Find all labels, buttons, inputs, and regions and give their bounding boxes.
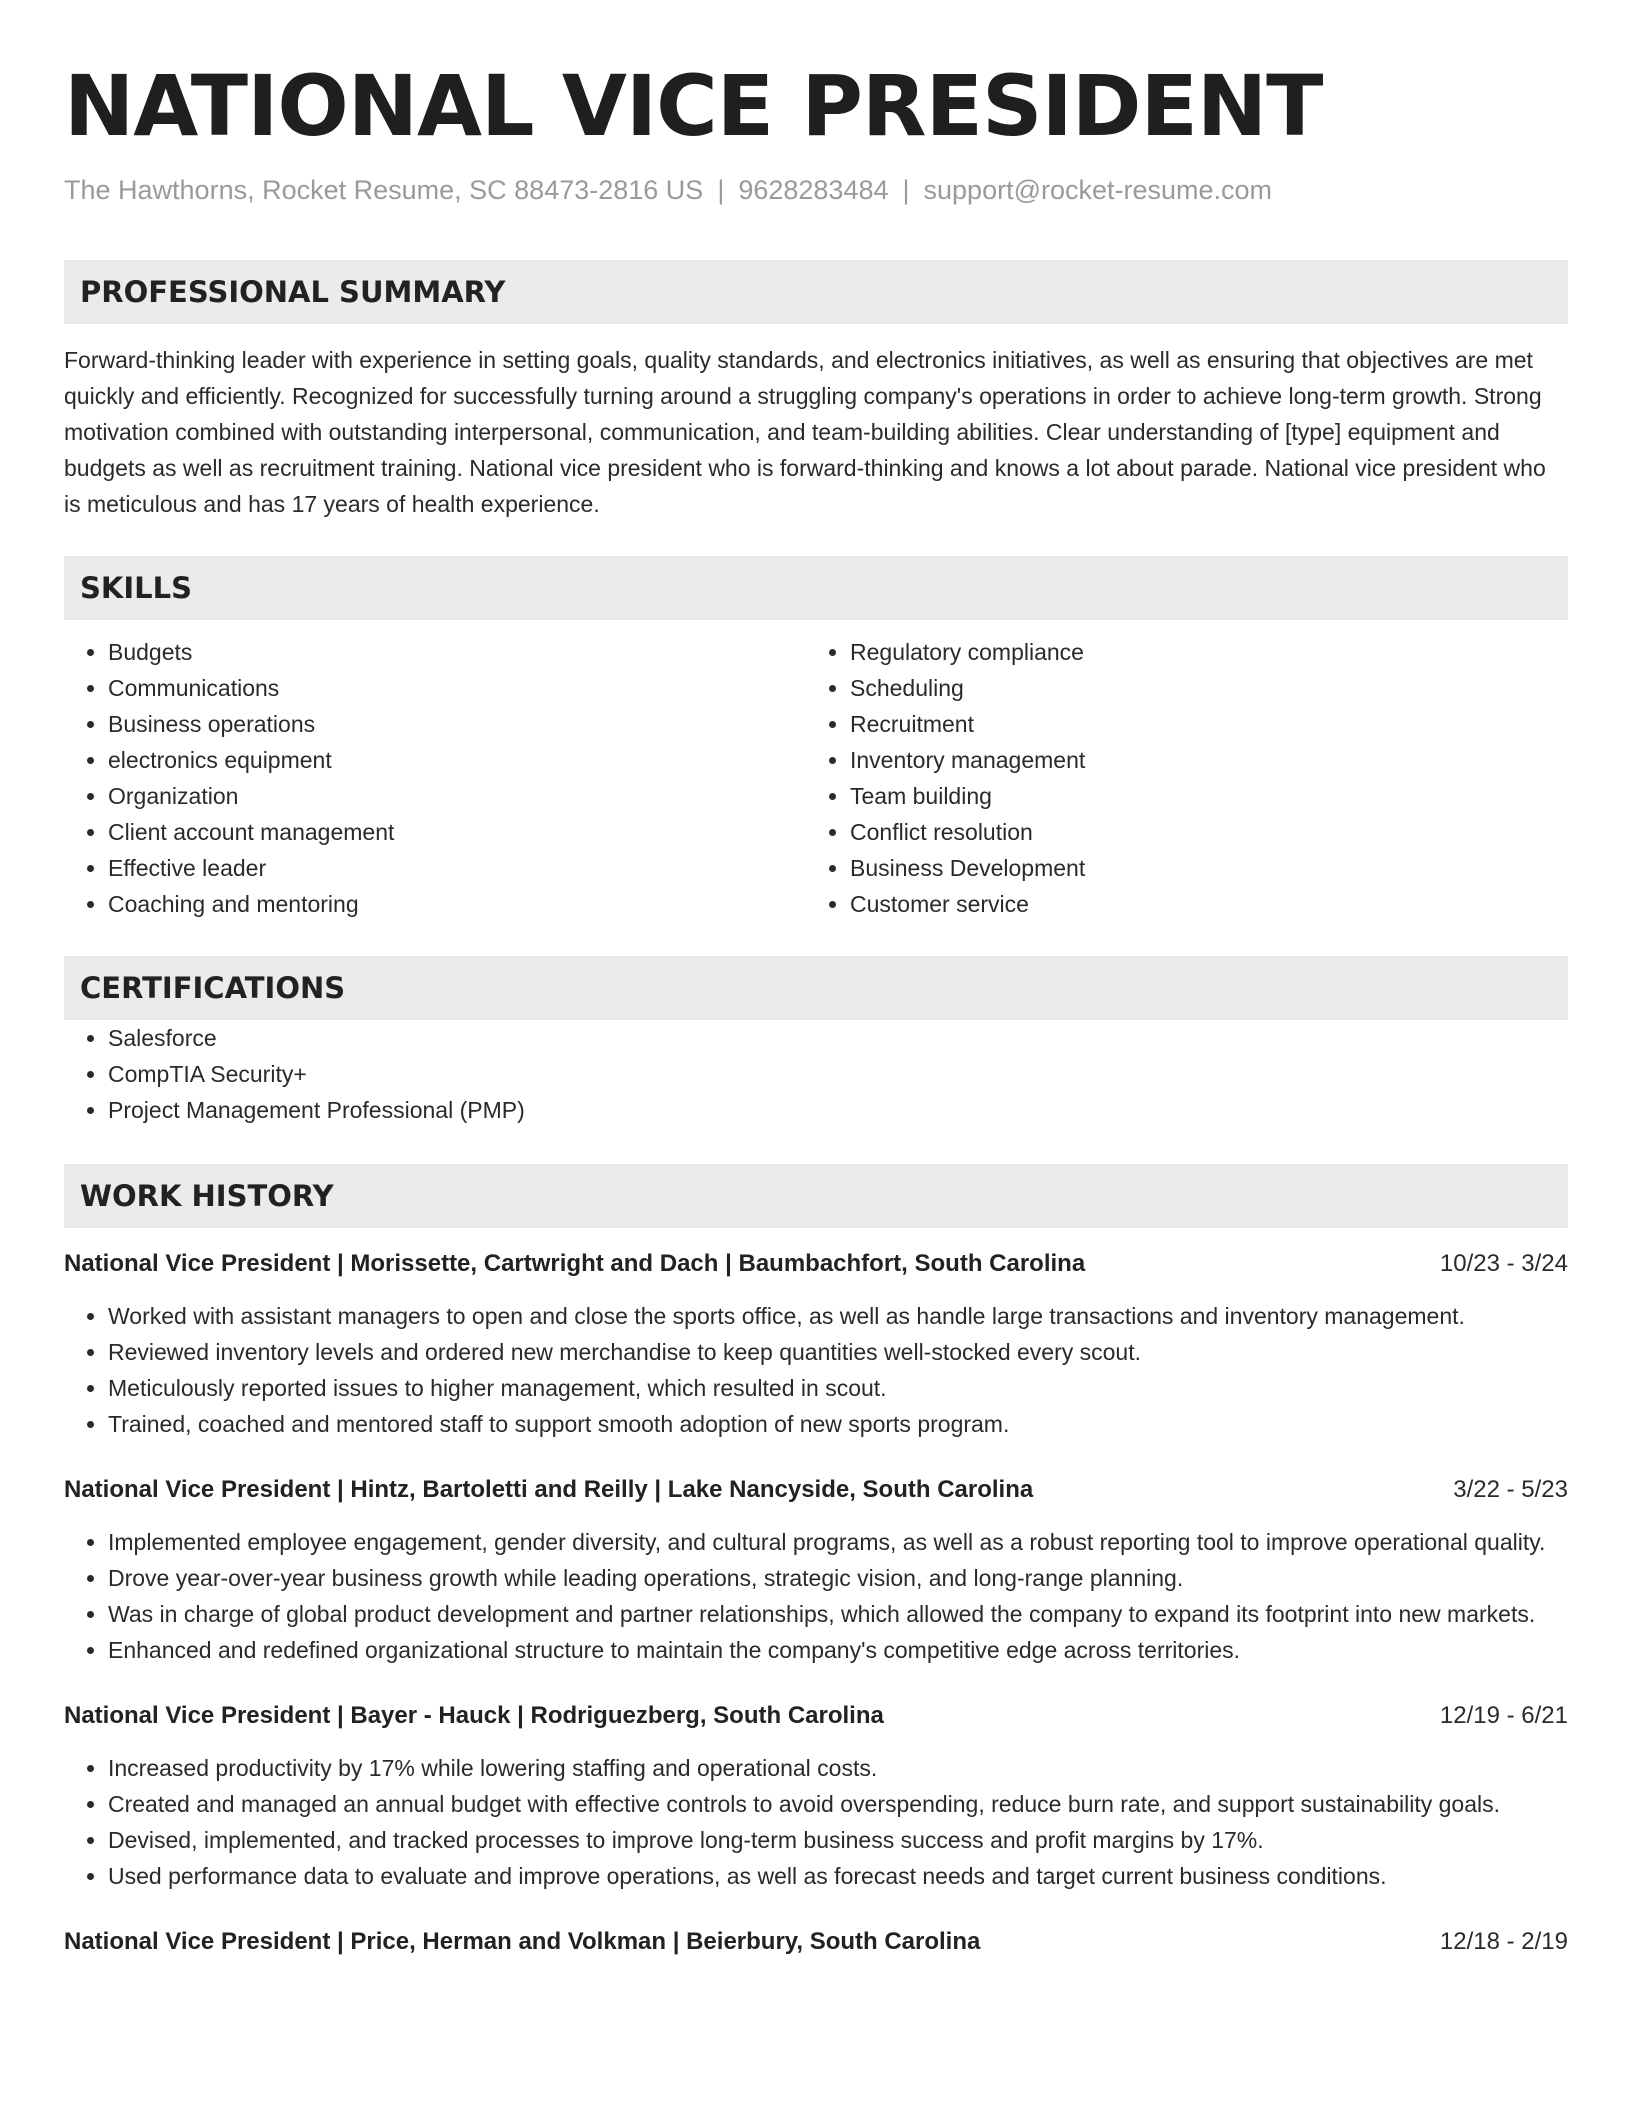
job-bullet: • Enhanced and redefined organizational structure to maintain the company's competitive edge across territories. (108, 1632, 1568, 1668)
job-title: National Vice President | Hintz, Bartoletti and Reilly | Lake Nancyside, South Carolina (64, 1476, 1034, 1503)
section-heading-skills: SKILLS (64, 556, 1568, 620)
skill-item: • Team building (850, 778, 1548, 814)
contact-email: support@rocket-resume.com (923, 175, 1273, 205)
job-dates: 12/18 - 2/19 (1439, 1928, 1568, 1955)
skills-grid (64, 634, 1568, 922)
skill-item: • Communications (108, 670, 806, 706)
job-header (64, 1474, 1568, 1506)
skill-item: • Client account management (108, 814, 806, 850)
job-bullet: • Used performance data to evaluate and improve operations, as well as forecast needs and target current business conditions. (108, 1858, 1568, 1894)
job-bullet: • Created and managed an annual budget with effective controls to avoid overspending, reduce burn rate, and support sustainability goals. (108, 1786, 1568, 1822)
skill-item: • Regulatory compliance (850, 634, 1548, 670)
job-bullet: • Meticulously reported issues to higher management, which resulted in scout. (108, 1370, 1568, 1406)
resume-title: NATIONAL VICE PRESIDENT (64, 57, 1323, 155)
job-bullet: • Drove year-over-year business growth while leading operations, strategic vision, and long-range planning. (108, 1560, 1568, 1596)
section-heading-work-history: WORK HISTORY (64, 1164, 1568, 1228)
contact-separator: | (717, 175, 725, 205)
skill-item: • Organization (108, 778, 806, 814)
certification-item: • Project Management Professional (PMP) (108, 1092, 1568, 1128)
skill-item: • Scheduling (850, 670, 1548, 706)
job-bullet: • Increased productivity by 17% while lowering staffing and operational costs. (108, 1750, 1568, 1786)
contact-line (64, 172, 1568, 208)
skill-item: • Effective leader (108, 850, 806, 886)
contact-separator: | (902, 175, 910, 205)
skill-item: • Conflict resolution (850, 814, 1548, 850)
skill-item: • Customer service (850, 886, 1548, 922)
skill-item: • Business operations (108, 706, 806, 742)
job-title: National Vice President | Morissette, Cartwright and Dach | Baumbachfort, South Carolina (64, 1250, 1086, 1277)
job-bullets (64, 1524, 1568, 1668)
job-entry (64, 1248, 1568, 1442)
summary-text: Forward-thinking leader with experience in setting goals, quality standards, and electronics initiatives, as well as ensuring that objectives are met quickly and efficiently. Recognized for successfully turning around a struggling company's operations in order to achieve long-term growth. Strong motivation combined with outstanding interpersonal, communication, and team-building abilities. Clear understanding of [type] equipment and budgets as well as recruitment training. National vice president who is forward-thinking and knows a lot about parade. National vice president who is meticulous and has 17 years of health experience. (64, 347, 1546, 517)
job-bullet: • Implemented employee engagement, gender diversity, and cultural programs, as well as a robust reporting tool to improve operational quality. (108, 1524, 1568, 1560)
job-header (64, 1248, 1568, 1280)
skills-list-right (806, 634, 1548, 922)
job-dates: 10/23 - 3/24 (1439, 1250, 1568, 1277)
job-bullet: • Devised, implemented, and tracked processes to improve long-term business success and profit margins by 17%. (108, 1822, 1568, 1858)
job-bullet: • Reviewed inventory levels and ordered new merchandise to keep quantities well-stocked every scout. (108, 1334, 1568, 1370)
job-header (64, 1926, 1568, 1958)
section-heading-summary: PROFESSIONAL SUMMARY (64, 260, 1568, 324)
skill-item: • Business Development (850, 850, 1548, 886)
certification-item: • CompTIA Security+ (108, 1056, 1568, 1092)
job-header (64, 1700, 1568, 1732)
job-dates: 3/22 - 5/23 (1453, 1476, 1568, 1503)
job-title: National Vice President | Price, Herman and Volkman | Beierbury, South Carolina (64, 1928, 981, 1955)
job-entry (64, 1926, 1568, 1958)
job-entry (64, 1700, 1568, 1894)
job-bullets (64, 1750, 1568, 1894)
job-bullet: • Trained, coached and mentored staff to support smooth adoption of new sports program. (108, 1406, 1568, 1442)
certification-item: • Salesforce (108, 1020, 1568, 1056)
job-bullet: • Was in charge of global product development and partner relationships, which allowed the company to expand its footprint into new markets. (108, 1596, 1568, 1632)
section-heading-certifications: CERTIFICATIONS (64, 956, 1568, 1020)
skills-list-left (64, 634, 806, 922)
skill-item: • electronics equipment (108, 742, 806, 778)
skill-item: • Budgets (108, 634, 806, 670)
skill-item: • Coaching and mentoring (108, 886, 806, 922)
skill-item: • Recruitment (850, 706, 1548, 742)
job-bullets (64, 1298, 1568, 1442)
skill-item: • Inventory management (850, 742, 1548, 778)
job-dates: 12/19 - 6/21 (1439, 1702, 1568, 1729)
contact-address: The Hawthorns, Rocket Resume, SC 88473-2816 US (64, 175, 704, 205)
contact-phone: 9628283484 (738, 175, 889, 205)
job-entry (64, 1474, 1568, 1668)
certifications-list (64, 1020, 1568, 1128)
job-bullet: • Worked with assistant managers to open and close the sports office, as well as handle large transactions and inventory management. (108, 1298, 1568, 1334)
resume-page (64, 0, 1568, 1958)
job-title: National Vice President | Bayer - Hauck | Rodriguezberg, South Carolina (64, 1702, 884, 1729)
